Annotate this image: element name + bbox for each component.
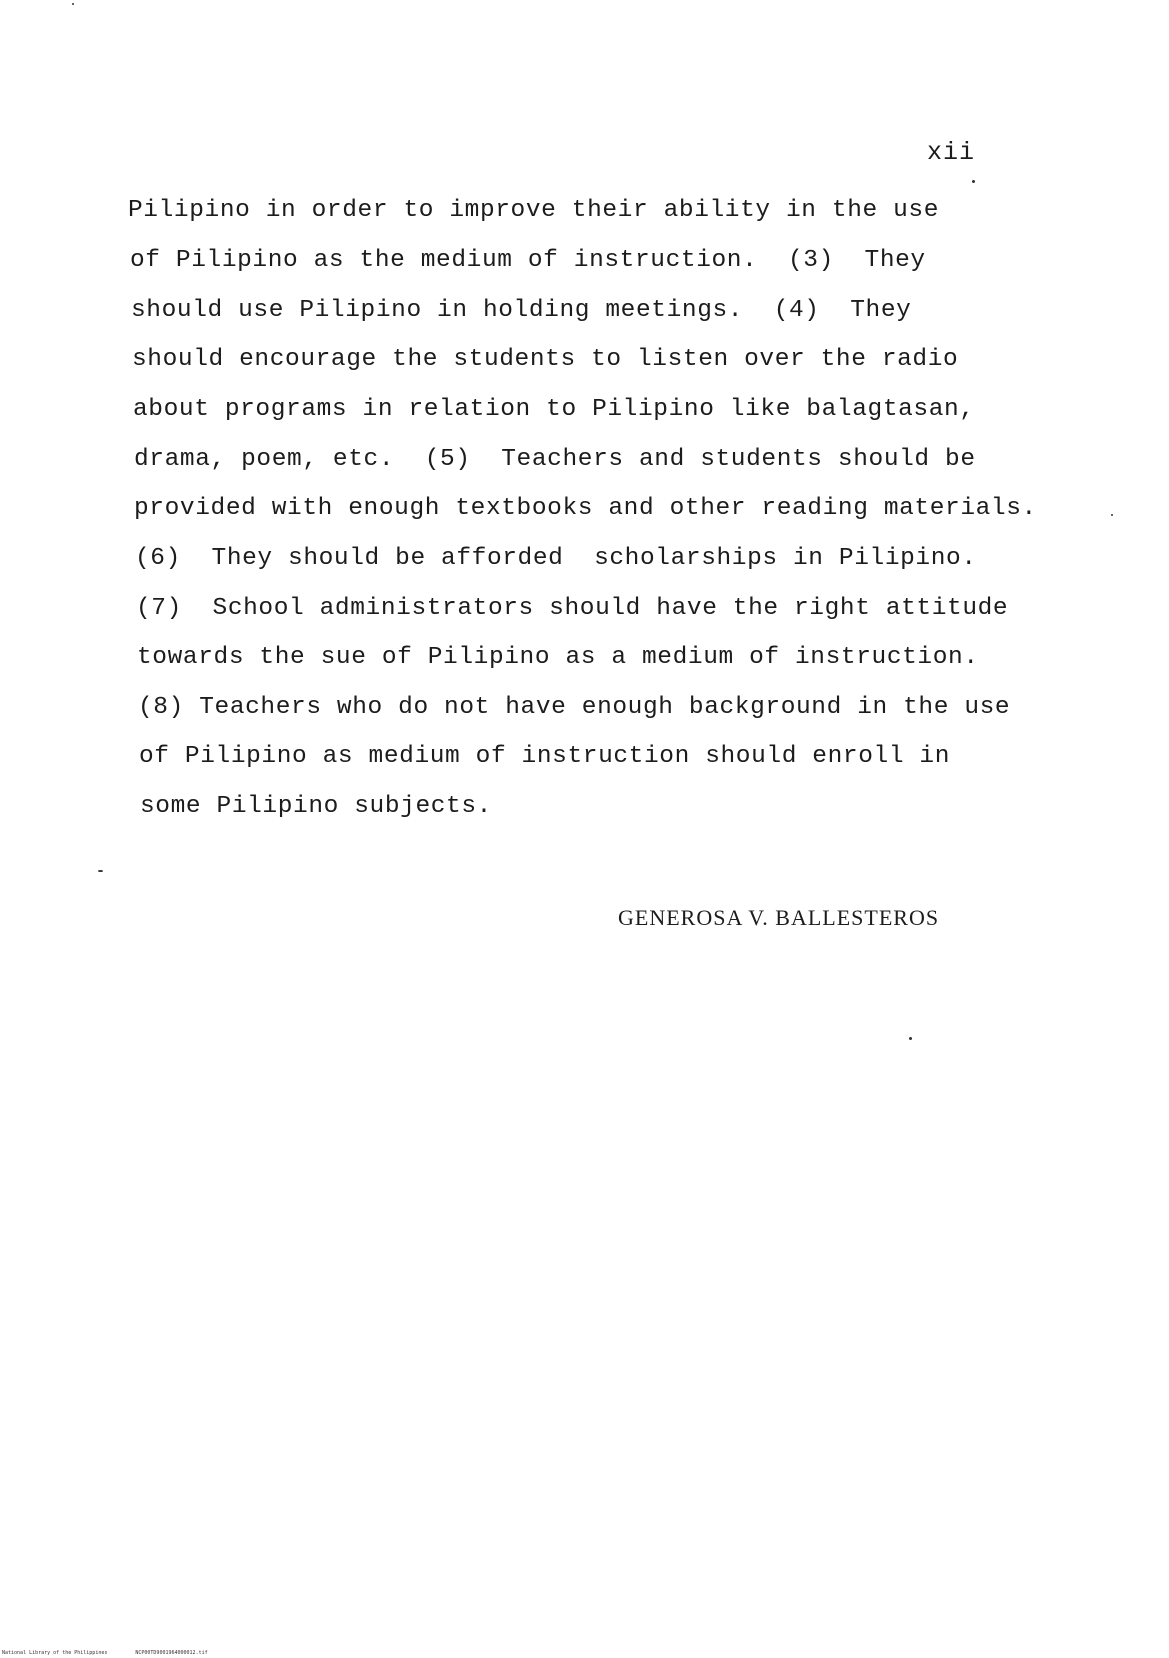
signature-name: GENEROSA V. BALLESTEROS — [618, 905, 940, 930]
text-line: Pilipino in order to improve their ability in the use — [128, 197, 940, 224]
text-line: (8) Teachers who do not have enough background in the use — [138, 694, 1011, 721]
text-line: some Pilipino subjects. — [140, 793, 492, 820]
text-line: about programs in relation to Pilipino like balagtasan, — [133, 396, 975, 423]
scan-speck — [98, 870, 103, 872]
text-line: provided with enough textbooks and other reading materials. — [134, 495, 1037, 522]
footer-file: NCP00TD9001964000012.tif — [135, 1650, 208, 1656]
text-line: should encourage the students to listen over the radio — [132, 346, 959, 373]
text-line: towards the sue of Pilipino as a medium of instruction. — [137, 644, 979, 671]
text-line: should use Pilipino in holding meetings. (4) They — [131, 297, 912, 324]
page-number: xii — [927, 138, 976, 167]
scan-speck — [1111, 514, 1113, 516]
text-line: drama, poem, etc. (5) Teachers and students should be — [134, 446, 976, 473]
text-line: of Pilipino as medium of instruction should enroll in — [139, 743, 951, 770]
scan-speck — [72, 3, 74, 5]
scan-footer — [2, 1650, 208, 1656]
scan-speck — [972, 180, 975, 183]
footer-library: National Library of the Philippines — [2, 1650, 108, 1656]
text-line: (7) School administrators should have the right attitude — [136, 595, 1009, 622]
text-line: of Pilipino as the medium of instruction. (3) They — [130, 247, 926, 274]
scan-speck — [909, 1037, 912, 1040]
text-line: (6) They should be afforded scholarships in Pilipino. — [135, 545, 977, 572]
